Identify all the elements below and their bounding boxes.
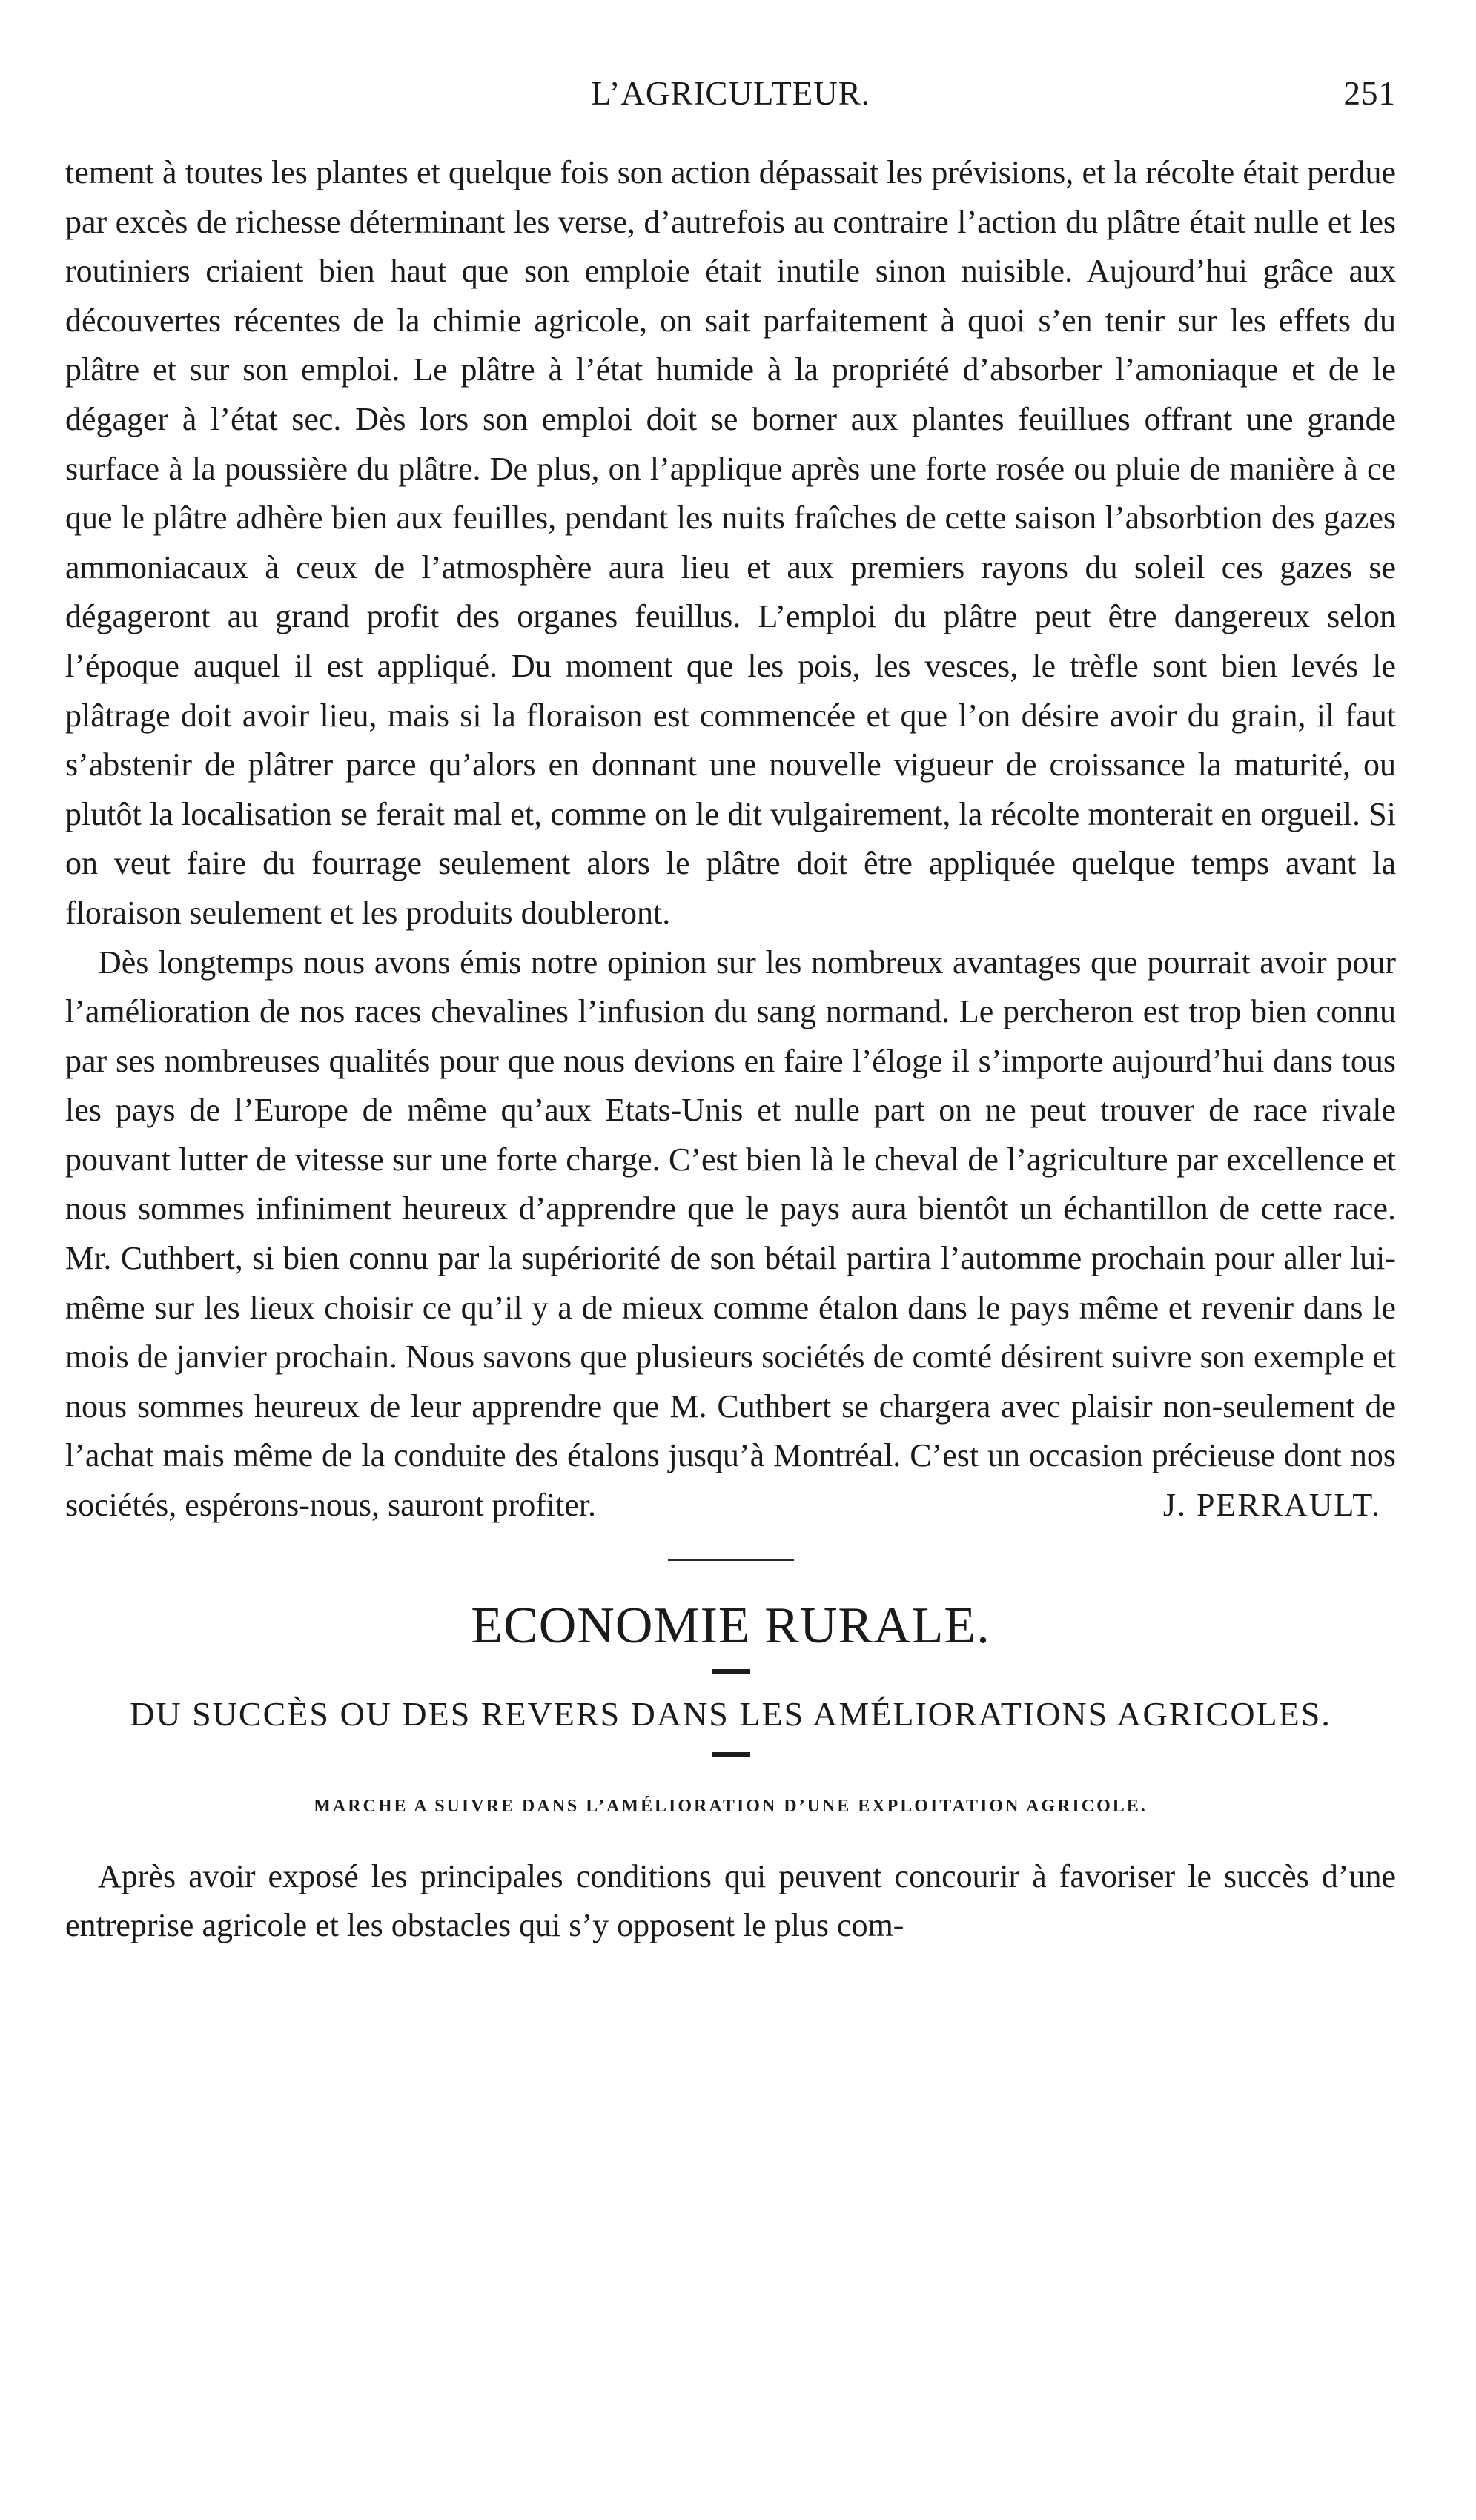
title-divider [712,1669,750,1674]
article-subheading: MARCHE A SUIVRE DANS L’AMÉLIORATION D’UNE EXPLOITATION AGRICOLE. [314,1796,1148,1816]
page-number: 251 [1343,75,1396,112]
subtitle-divider [712,1752,750,1757]
article-body [65,148,1396,1531]
paragraph-percheron [65,938,1396,1531]
running-header [65,74,1396,126]
paragraph-plaster: tement à toutes les plantes et quelque fois son action dépassait les prévisions, et la récolte était perdue par excès de richesse déterminant les verse, d’autrefois au contraire l’action du plâtre était nulle et les routiniers criaient bien haut que son emploie était inutile sinon nuisible. Aujourd’hui grâce aux découvertes récentes de la chimie agricole, on sait parfaitement à quoi s’en tenir sur les effets du plâtre et sur son emploi. Le plâtre à l’état humide à la propriété d’absorber l’amoniaque et de le dégager à l’état sec. Dès lors son emploi doit se borner aux plantes feuillues offrant une grande surface à la poussière du plâtre. De plus, on l’applique après une forte rosée ou pluie de manière à ce que le plâtre adhère bien aux feuilles, pendant les nuits fraîches de cette saison l’absorbtion des gazes ammoniacaux à ceux de l’atmosphère aura lieu et aux premiers rayons du soleil ces gazes se dégageront au grand profit des organes feuillus. L’emploi du plâtre peut être dangereux selon l’époque auquel il est appliqué. Du moment que les pois, les vesces, le trèfle sont bien levés le plâtrage doit avoir lieu, mais si la floraison est commencée et que l’on désire avoir du grain, il faut s’abstenir de plâtrer parce qu’alors en donnant une nouvelle vigueur de croissance la maturité, ou plutôt la localisation se ferait mal et, comme on le dit vulgairement, la récolte monterait en orgueil. Si on veut faire du fourrage seulement alors le plâtre doit être appliquée quelque temps avant la floraison seulement et les produits doubleront. [65,154,1396,931]
article-title: DU SUCCÈS OU DES REVERS DANS LES AMÉLIORATIONS AGRICOLES. [130,1694,1331,1733]
paragraph-economie-rurale: Après avoir exposé les principales conditions qui peuvent concourir à favoriser le succès d’une entreprise agricole et les obstacles qui s’y opposent le plus com- [65,1857,1396,1943]
section-title: ECONOMIE RURALE. [471,1596,990,1654]
book-page [65,74,1396,1950]
author-signature: J. PERRAULT. [1162,1487,1381,1524]
running-title: L’AGRICULTEUR. [591,75,870,112]
paragraph-percheron-text: Dès longtemps nous avons émis notre opinion sur les nombreux avantages que pourrait avoir pour l’amélioration de nos races chevalines l’infusion du sang normand. Le percheron est trop bien connu par ses nombreuses qualités pour que nous devions en faire l’éloge il s’importe aujourd’hui dans tous les pays de l’Europe de même qu’aux Etats-Unis et nulle part on ne peut trouver de race rivale pouvant lutter de vitesse sur une forte charge. C’est bien là le cheval de l’agriculture par excellence et nous sommes infiniment heureux d’apprendre que le pays aura bientôt un échantillon de cette race. Mr. Cuthbert, si bien connu par la supériorité de son bétail partira l’automme prochain pour aller lui-même sur les lieux choisir ce qu’il y a de mieux comme étalon dans le pays même et revenir dans le mois de janvier prochain. Nous savons que plusieurs sociétés de comté désirent suivre son exemple et nous sommes heureux de leur apprendre que M. Cuthbert se chargera avec plaisir non-seulement de l’achat mais même de la conduite des étalons jusqu’à Montréal. C’est un occasion précieuse dont nos sociétés, espérons-nous, sauront profiter. [65,944,1396,1524]
section-divider [668,1559,794,1561]
